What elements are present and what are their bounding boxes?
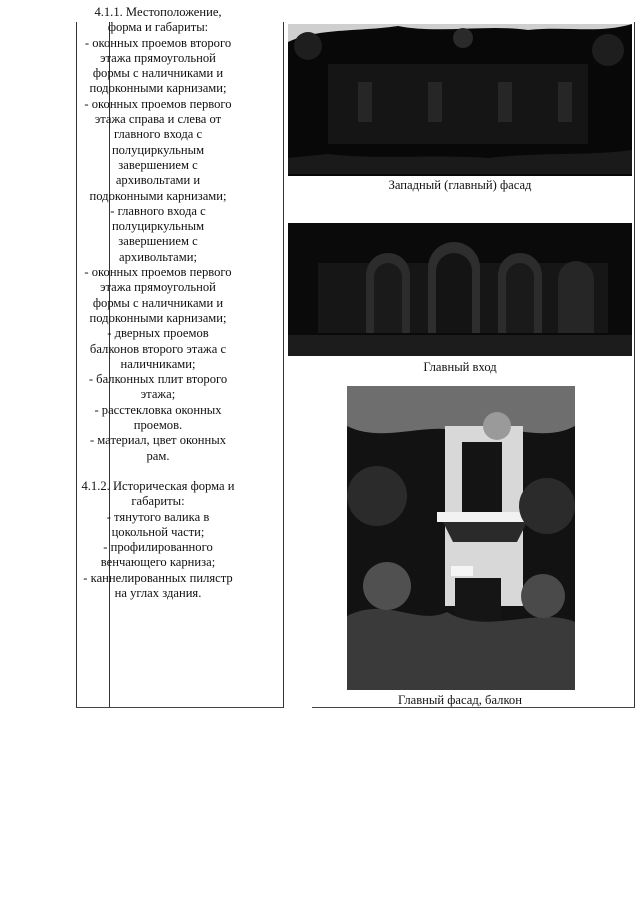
text-line: главного входа с — [113, 127, 203, 142]
text-line: рам. — [146, 448, 170, 463]
text-line: формы с наличниками и — [92, 66, 224, 81]
balcony-photo — [347, 386, 575, 690]
text-line: - балконных плит второго — [88, 372, 228, 387]
text-line: - материал, цвет оконных — [89, 433, 227, 448]
text-line: - главного входа с — [110, 203, 206, 218]
text-line: форма и габариты: — [107, 20, 209, 35]
text-line: формы с наличниками и — [92, 295, 224, 310]
text-line: 4.1.1. Местоположение, — [94, 5, 222, 19]
text-line: - профилированного — [103, 540, 213, 555]
text-line: - оконных проемов второго — [84, 35, 232, 50]
section-4-1-1 — [36, 5, 280, 464]
text-line: этажа прямоугольной — [100, 50, 216, 65]
table-border-bottom-right — [312, 707, 635, 708]
text-line: архивольтами и — [115, 173, 201, 188]
table-border-middle — [283, 22, 284, 708]
text-line: габариты: — [131, 494, 185, 509]
text-line: полуциркульным — [111, 219, 205, 234]
west-facade-photo — [288, 24, 632, 176]
text-line: архивольтами; — [119, 249, 197, 264]
text-line: - оконных проемов первого — [84, 265, 232, 280]
text-line: завершением с — [118, 157, 198, 172]
main-entrance-caption: Главный вход — [423, 360, 497, 374]
text-line: венчающего карниза; — [100, 555, 216, 570]
table-border-right — [634, 22, 635, 708]
text-line: этажа; — [140, 387, 176, 402]
text-line: на углах здания. — [114, 585, 202, 600]
text-line: завершением с — [118, 234, 198, 249]
text-line: подоконными карнизами; — [89, 81, 227, 96]
text-line: - расстекловка оконных — [94, 402, 222, 417]
text-line: - дверных проемов — [107, 326, 209, 341]
features-text-column — [36, 5, 280, 601]
text-line: балконов второго этажа с — [89, 341, 227, 356]
text-line: проемов. — [133, 418, 183, 433]
text-line: цокольной части; — [111, 524, 205, 539]
text-line: подоконными карнизами; — [89, 310, 227, 325]
table-border-bottom-left — [76, 707, 283, 708]
text-line: - оконных проемов первого — [84, 96, 232, 111]
main-entrance-photo — [288, 223, 632, 356]
section-4-1-2 — [36, 479, 280, 601]
text-line: - каннелированных пилястр — [83, 570, 233, 585]
text-line: 4.1.2. Историческая форма и — [81, 478, 235, 493]
text-line: подоконными карнизами; — [89, 188, 227, 203]
text-line: - тянутого валика в — [106, 509, 210, 524]
balcony-caption: Главный фасад, балкон — [398, 693, 522, 707]
text-line: полуциркульным — [111, 142, 205, 157]
text-line: наличниками; — [120, 356, 196, 371]
text-line: этажа справа и слева от — [94, 112, 222, 127]
text-line: этажа прямоугольной — [100, 280, 216, 295]
west-facade-caption: Западный (главный) фасад — [388, 178, 532, 192]
